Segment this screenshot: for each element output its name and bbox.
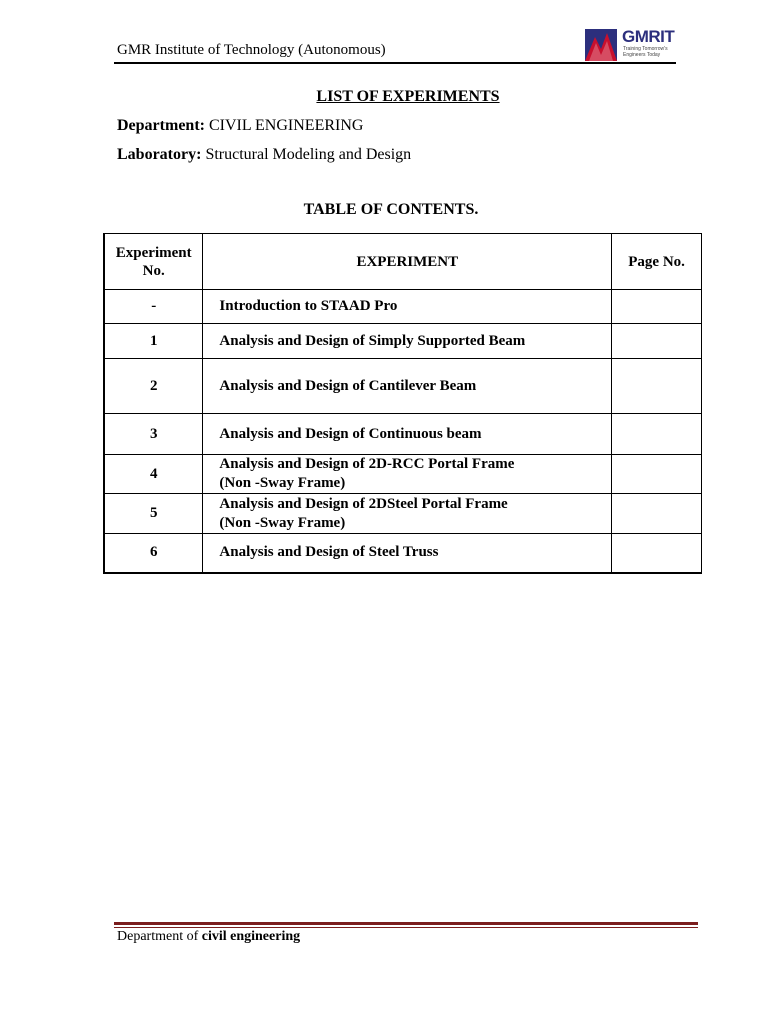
experiment-name	[203, 290, 612, 324]
experiment-name	[203, 534, 612, 573]
department-label: Department:	[117, 117, 205, 134]
institute-name: GMR Institute of Technology (Autonomous)	[117, 42, 386, 58]
laboratory-label: Laboratory:	[117, 146, 202, 163]
experiment-name	[203, 494, 612, 534]
page-number	[612, 494, 702, 534]
table-body	[104, 290, 702, 573]
experiment-name	[203, 359, 612, 414]
experiment-name-line: Analysis and Design of Steel Truss	[219, 544, 439, 561]
logo-brand-text: GMRIT	[622, 27, 675, 46]
experiment-number: 3	[104, 414, 203, 455]
footer-divider-thin	[114, 927, 698, 928]
experiment-name-line: Analysis and Design of Cantilever Beam	[219, 377, 477, 394]
laboratory-value: Structural Modeling and Design	[205, 146, 412, 163]
table-row	[104, 324, 702, 359]
experiment-name-line: Analysis and Design of 2DSteel Portal Frame	[219, 495, 508, 512]
experiments-table	[103, 233, 702, 574]
experiment-number: 6	[104, 534, 203, 573]
table-row	[104, 494, 702, 534]
header-experiment-no-line1: Experiment	[115, 244, 192, 261]
footer-department: civil engineering	[201, 929, 301, 944]
page-number	[612, 534, 702, 573]
footer-divider-thick	[114, 922, 698, 925]
header-experiment-no	[104, 234, 203, 290]
page-number	[612, 455, 702, 494]
table-row	[104, 534, 702, 573]
experiment-number: 2	[104, 359, 203, 414]
footer-text	[117, 929, 300, 945]
table-row	[104, 455, 702, 494]
table-row	[104, 414, 702, 455]
header-page-no: Page No.	[612, 234, 702, 290]
page-number	[612, 414, 702, 455]
page-number	[612, 324, 702, 359]
page-number	[612, 359, 702, 414]
experiment-name-line: (Non -Sway Frame)	[219, 475, 346, 491]
logo-tagline: Training Tomorrow's Engineers Today	[623, 46, 668, 58]
experiment-name	[203, 455, 612, 494]
experiment-number: 4	[104, 455, 203, 494]
experiment-name-line: Analysis and Design of Continuous beam	[219, 425, 482, 442]
gmrit-emblem-icon	[585, 29, 617, 61]
header-experiment: EXPERIMENT	[203, 234, 612, 290]
header-divider	[114, 62, 676, 64]
document-title: LIST OF EXPERIMENTS	[316, 88, 500, 105]
experiment-number: -	[104, 290, 203, 324]
table-row	[104, 359, 702, 414]
experiment-name-line: Introduction to STAAD Pro	[219, 298, 398, 314]
experiment-name	[203, 324, 612, 359]
experiment-name	[203, 414, 612, 455]
department-value: CIVIL ENGINEERING	[208, 117, 364, 134]
header-experiment-no-line2: No.	[142, 262, 165, 279]
footer-prefix: Department of	[117, 929, 202, 944]
table-header-row	[104, 234, 702, 290]
institute-logo	[585, 28, 677, 62]
experiment-name-line: Analysis and Design of 2D-RCC Portal Frame	[219, 456, 515, 472]
experiment-name-line: Analysis and Design of Simply Supported Beam	[219, 332, 526, 349]
department-line	[117, 117, 363, 135]
page-number	[612, 290, 702, 324]
laboratory-line	[117, 146, 411, 164]
experiment-number: 1	[104, 324, 203, 359]
table-row	[104, 290, 702, 324]
toc-title: TABLE OF CONTENTS.	[303, 201, 479, 218]
experiment-name-line: (Non -Sway Frame)	[219, 514, 346, 531]
experiment-number: 5	[104, 494, 203, 534]
